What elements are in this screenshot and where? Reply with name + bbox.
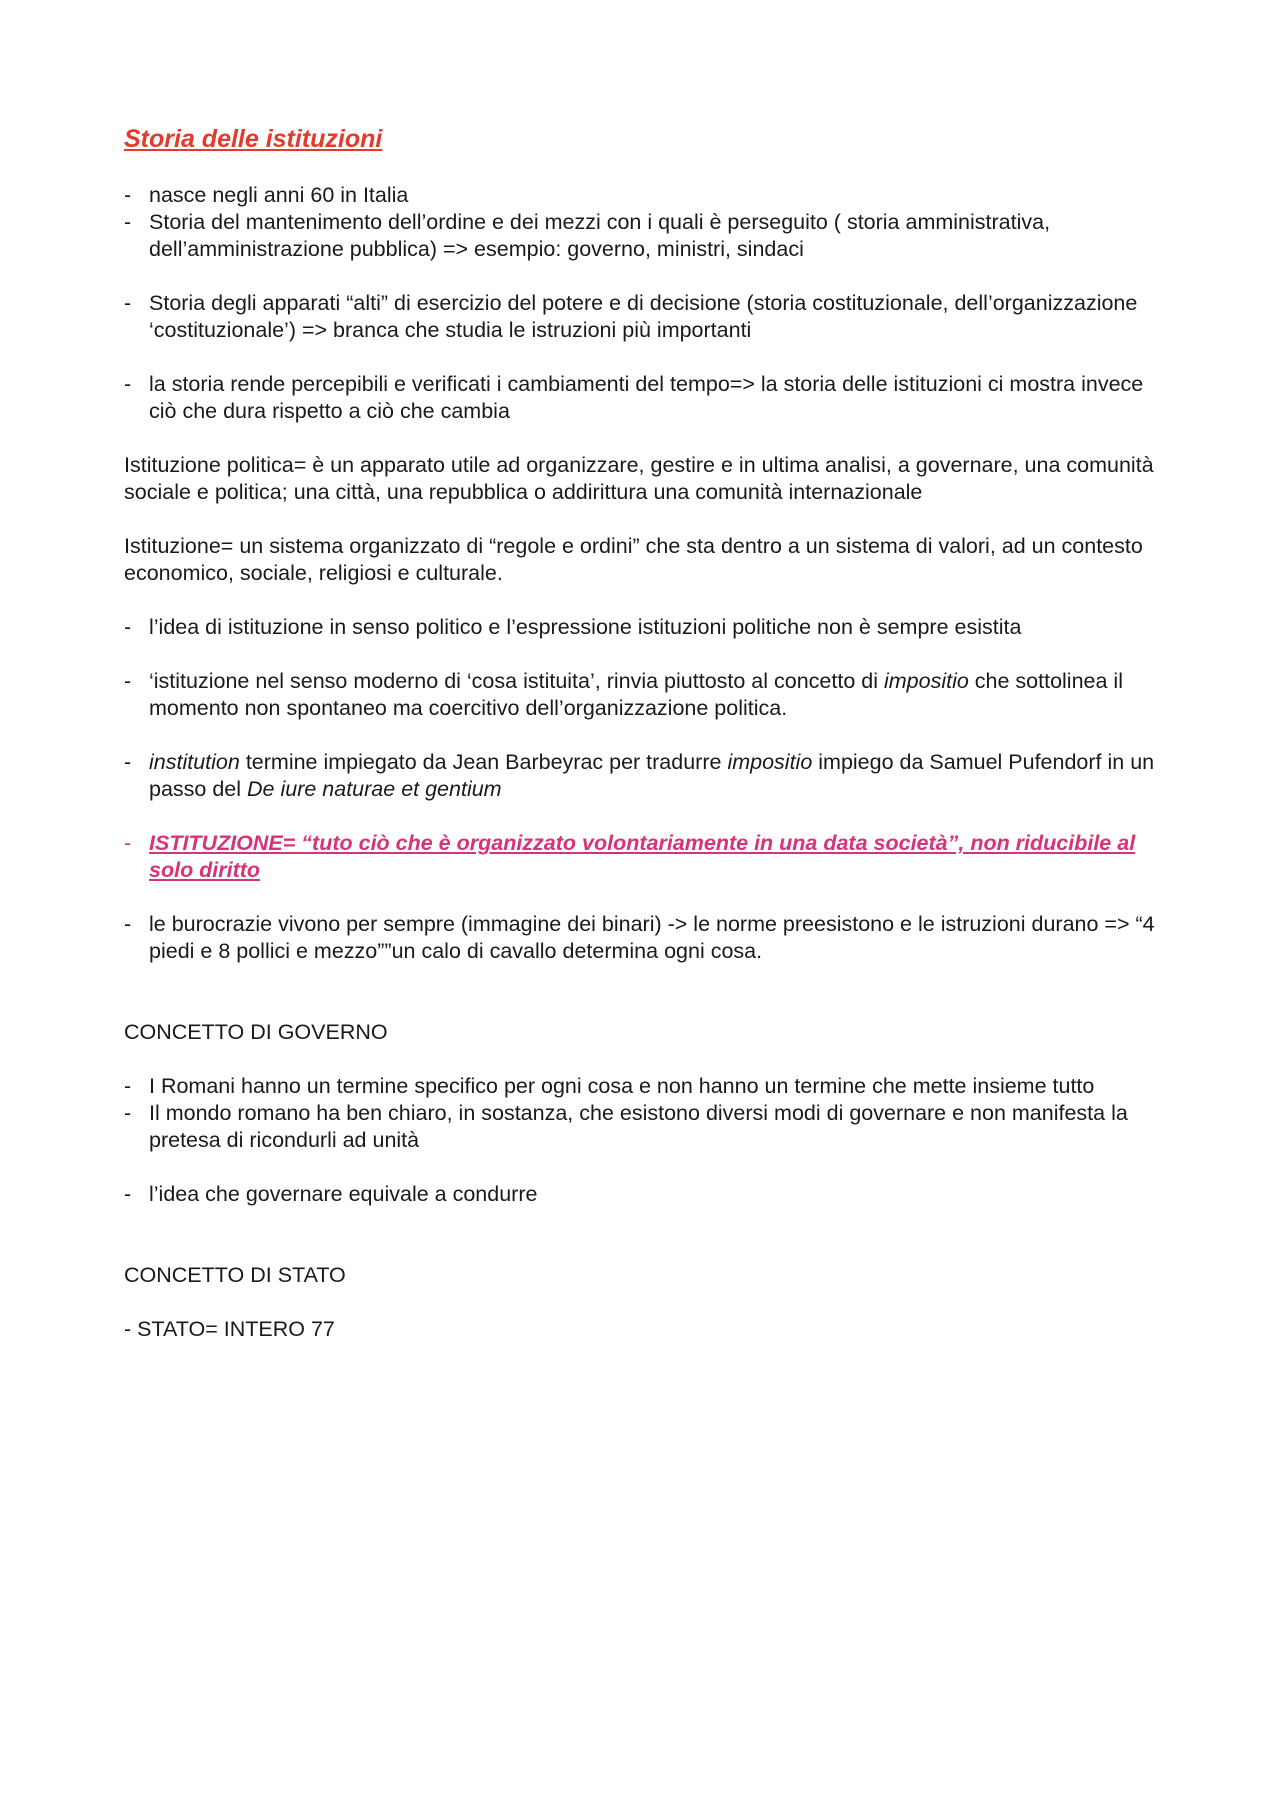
list-item-highlight [124,830,1174,884]
intro-list [124,182,1174,425]
list-item: - l’idea che governare equivale a condurre [124,1181,1174,1208]
highlighted-definition: ISTITUZIONE= “tuto ciò che è organizzato volontariamente in una data società”, non riducibile al solo diritto [149,831,1136,882]
list-item: - Il mondo romano ha ben chiaro, in sostanza, che esistono diversi modi di governare e non manifesta la pretesa di ricondurli ad unità [124,1100,1174,1154]
italic-term: impositio [883,669,969,693]
text-run: ‘istituzione nel senso moderno di ‘cosa istituita’, rinvia piuttosto al concetto di [149,669,884,693]
section-heading-governo: CONCETTO DI GOVERNO [124,1020,388,1044]
list-item: - nasce negli anni 60 in Italia [124,182,1174,209]
document-page [124,124,1174,1343]
italic-term: impositio [727,750,813,774]
document-title: Storia delle istituzioni [124,125,383,153]
list-item [124,668,1174,722]
governo-list [124,1073,1174,1208]
idea-list [124,614,1174,965]
text-run: impiego da Samuel Pufendorf in un passo del [149,750,1155,801]
paragraph-istituzione-sistema: Istituzione= un sistema organizzato di “regole e ordini” che sta dentro a un sistema di valori, ad un contesto economico, sociale, religiosi e culturale. [124,534,1143,585]
stato-line: - STATO= INTERO 77 [124,1317,335,1341]
list-item: - Storia degli apparati “alti” di esercizio del potere e di decisione (storia costituzionale, dell’organizzazione ‘costituzionale’) => branca che studia le istruzioni più importanti [124,290,1174,344]
section-heading-stato: CONCETTO DI STATO [124,1263,346,1287]
list-item: - la storia rende percepibili e verificati i cambiamenti del tempo=> la storia delle istituzioni ci mostra invece ciò che dura rispetto a ciò che cambia [124,371,1174,425]
list-item: - le burocrazie vivono per sempre (immagine dei binari) -> le norme preesistono e le istruzioni durano => “4 piedi e 8 pollici e mezzo””un calo di cavallo determina ogni cosa. [124,911,1174,965]
italic-term: De iure naturae et gentium [247,777,502,801]
text-run: termine impiegato da Jean Barbeyrac per tradurre [239,750,728,774]
list-item: - l’idea di istituzione in senso politico e l’espressione istituzioni politiche non è sempre esistita [124,614,1174,641]
list-item: - Storia del mantenimento dell’ordine e dei mezzi con i quali è perseguito ( storia amministrativa, dell’amministrazione pubblica) => esempio: governo, ministri, sindaci [124,209,1174,263]
text-run: che sottolinea il momento non spontaneo ma coercitivo dell’organizzazione politica. [149,669,1123,720]
list-item [124,749,1174,803]
paragraph-istituzione-politica: Istituzione politica= è un apparato utile ad organizzare, gestire e in ultima analisi, a governare, una comunità sociale e politica; una città, una repubblica o addirittura una comunità internazionale [124,453,1154,504]
italic-term: institution [149,750,240,774]
list-item: - I Romani hanno un termine specifico per ogni cosa e non hanno un termine che mette insieme tutto [124,1073,1174,1100]
